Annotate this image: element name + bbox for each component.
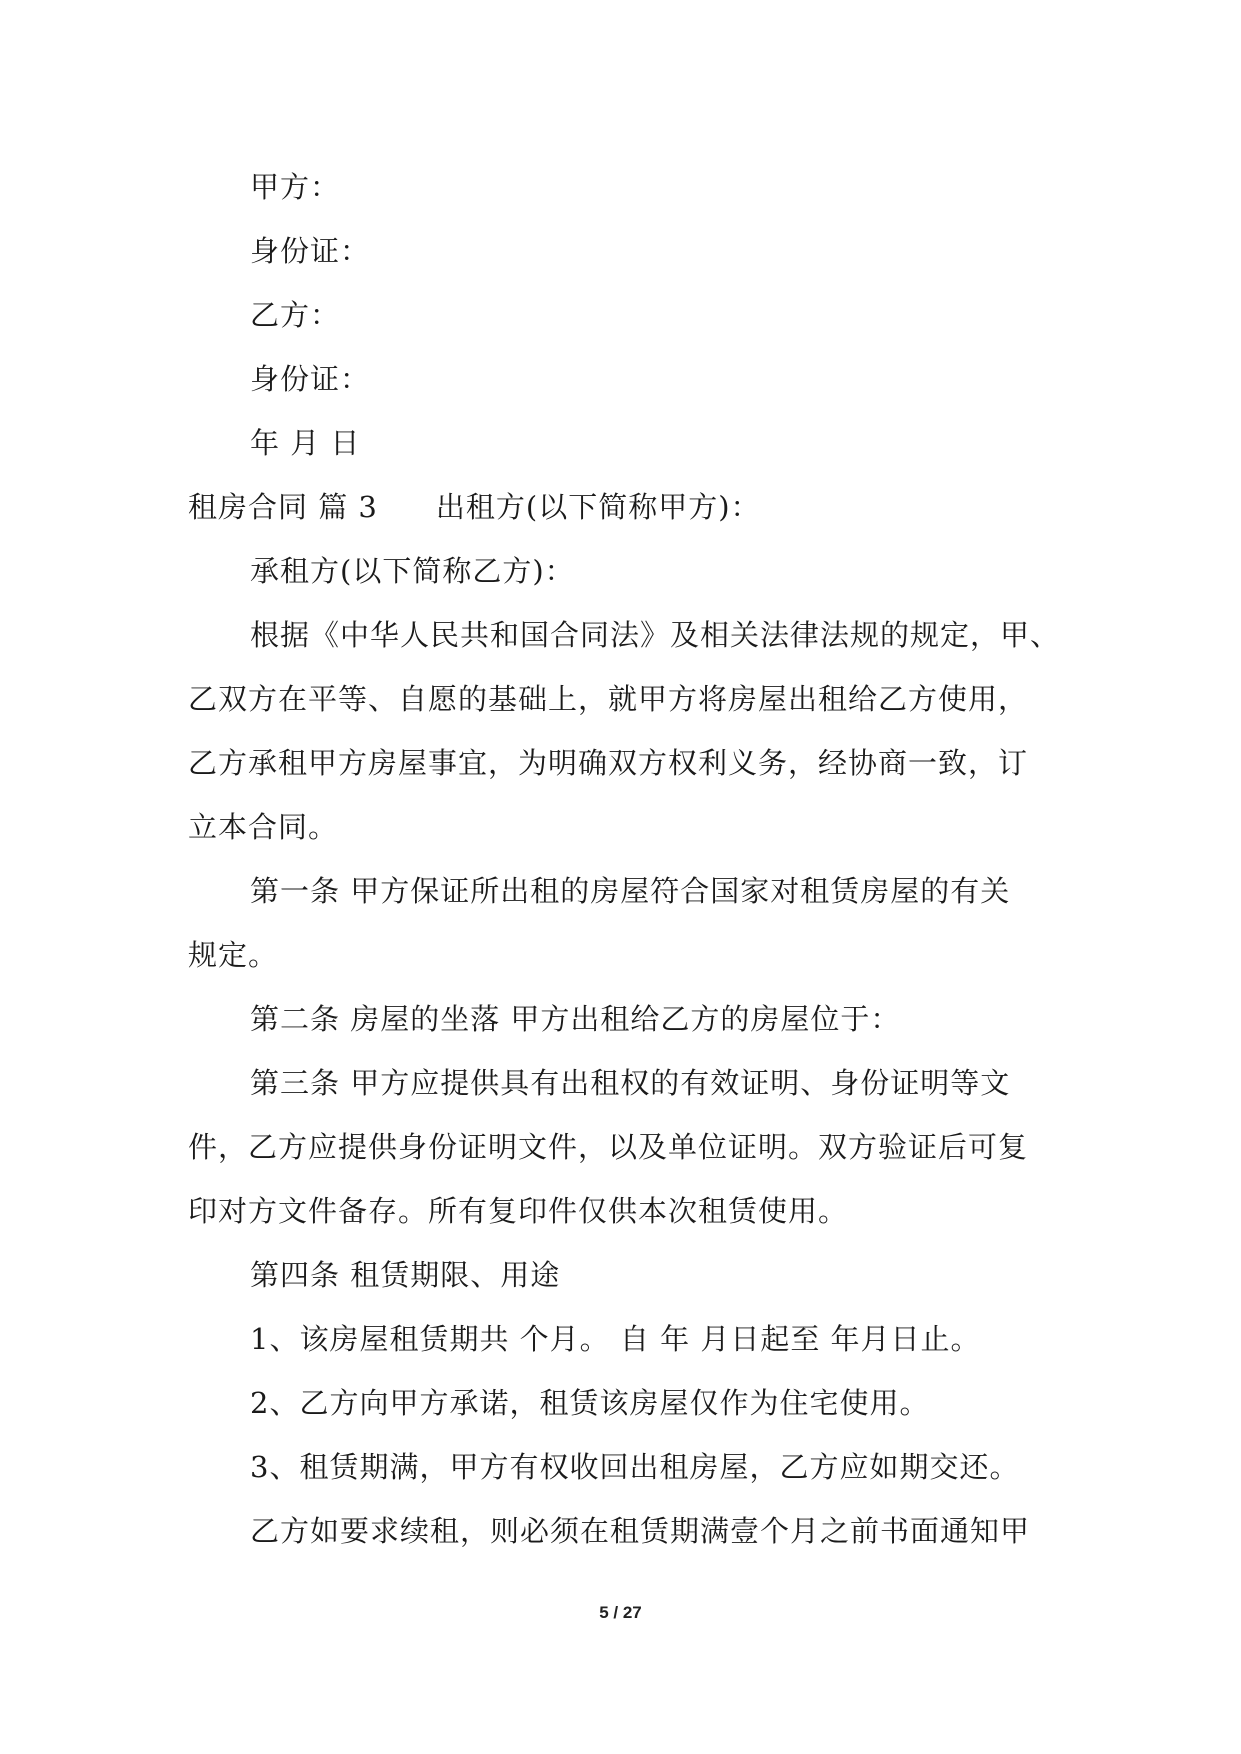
preamble-line-4: 立本合同。 (188, 810, 339, 844)
party-b-id-line: 身份证： (250, 362, 371, 396)
party-a-line: 甲方： (250, 170, 341, 204)
party-a-id-line: 身份证： (250, 234, 371, 268)
preamble-line-1: 根据《中华人民共和国合同法》及相关法律法规的规定，甲、 (250, 618, 1061, 652)
page-number: 5 / 27 (599, 1603, 642, 1622)
date-line: 年 月 日 (250, 426, 361, 460)
article-4-heading: 第四条 租赁期限、用途 (250, 1258, 561, 1292)
article-4-item-1: 1、该房屋租赁期共 个月。 自 年 月日起至 年月日止。 (250, 1322, 981, 1356)
article-4-item-3: 3、租赁期满，甲方有权收回出租房屋，乙方应如期交还。 (250, 1450, 1020, 1484)
document-body (188, 155, 1061, 1563)
section-heading-line (188, 475, 1048, 539)
article-1-line-2: 规定。 (188, 938, 279, 972)
party-b-line: 乙方： (250, 298, 341, 332)
article-1-line-1: 第一条 甲方保证所出租的房屋符合国家对租赁房屋的有关 (250, 874, 1011, 908)
lessor-label: 出租方(以下简称甲方)： (435, 490, 761, 524)
preamble-line-2: 乙双方在平等、自愿的基础上，就甲方将房屋出租给乙方使用， (188, 682, 1029, 716)
article-3-line-1: 第三条 甲方应提供具有出租权的有效证明、身份证明等文 (250, 1066, 1011, 1100)
article-4-item-2: 2、乙方向甲方承诺，租赁该房屋仅作为住宅使用。 (250, 1386, 930, 1420)
preamble-line-3: 乙方承租甲方房屋事宜，为明确双方权利义务，经协商一致，订 (188, 746, 1029, 780)
article-2-line: 第二条 房屋的坐落 甲方出租给乙方的房屋位于： (250, 1002, 901, 1036)
renewal-line: 乙方如要求续租，则必须在租赁期满壹个月之前书面通知甲 (250, 1514, 1031, 1548)
lessee-label: 承租方(以下简称乙方)： (250, 554, 575, 588)
article-3-line-3: 印对方文件备存。所有复印件仅供本次租赁使用。 (188, 1194, 849, 1228)
section-title: 租房合同 篇 3 (188, 490, 378, 524)
article-3-line-2: 件，乙方应提供身份证明文件，以及单位证明。双方验证后可复 (188, 1130, 1029, 1164)
